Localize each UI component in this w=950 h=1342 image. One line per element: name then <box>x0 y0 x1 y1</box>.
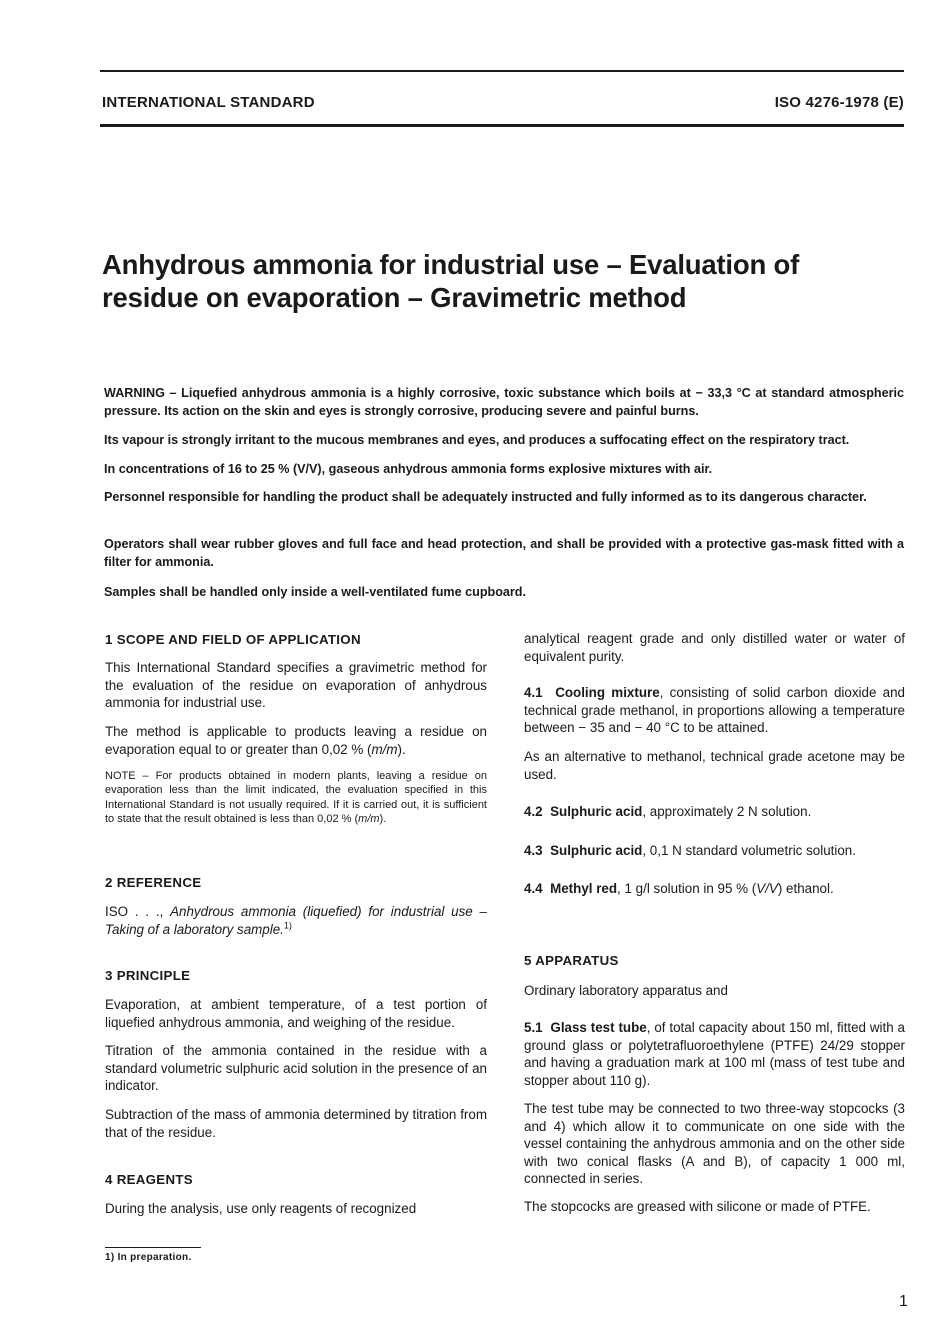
section-4-paragraph-1-continued: analytical reagent grade and only distilled water or water of equivalent purity. <box>524 631 905 664</box>
header-top-rule <box>100 70 904 72</box>
section-2-reference: ISO . . ., Anhydrous ammonia (liquefied) for industrial use – Taking of a laboratory sample.$^{1)}$ <box>105 904 487 937</box>
section-5-heading: 5 APPARATUS <box>524 953 619 968</box>
section-5-paragraph-1: Ordinary laboratory apparatus and <box>524 983 728 998</box>
item-4-4: 4.4 Methyl red, 1 g/l solution in 95 % (V/V) ethanol. <box>524 881 834 896</box>
page-number: 1 <box>899 1293 908 1310</box>
footnote-rule <box>105 1247 201 1248</box>
document-title <box>102 248 882 314</box>
header-bottom-rule <box>100 124 904 127</box>
warning-paragraph-6: Samples shall be handled only inside a well-ventilated fume cupboard. <box>104 585 526 599</box>
section-4-paragraph-1: During the analysis, use only reagents of recognized <box>105 1201 417 1216</box>
item-5-1: 5.1 Glass test tube, of total capacity about 150 ml, fitted with a ground glass or polytetrafluoroethylene (PTFE) 24/29 stopper and having a graduation mark at 100 ml (mass of test tube and stopper about 110 g). <box>524 1020 906 1088</box>
item-4-3: 4.3 Sulphuric acid, 0,1 N standard volumetric solution. <box>524 843 856 858</box>
title-line-1: Anhydrous ammonia for industrial use – Evaluation of <box>102 249 800 280</box>
section-3-paragraph-3: Subtraction of the mass of ammonia determined by titration from that of the residue. <box>105 1107 487 1140</box>
section-5-paragraph-3: The stopcocks are greased with silicone or made of PTFE. <box>524 1199 871 1214</box>
warning-paragraph-2: Its vapour is strongly irritant to the mucous membranes and eyes, and produces a suffocating effect on the respiratory tract. <box>104 433 850 447</box>
item-4-1-alternative: As an alternative to methanol, technical grade acetone may be used. <box>524 749 905 782</box>
section-1-heading: 1 SCOPE AND FIELD OF APPLICATION <box>105 632 361 647</box>
footnote-marker: 1) <box>283 920 292 931</box>
warning-paragraph-1: WARNING – Liquefied anhydrous ammonia is a highly corrosive, toxic substance which boils at − 33,3 °C at standard atmospheric pressure. Its action on the skin and eyes is strongly corrosive, producing severe and painful burns. <box>104 386 904 418</box>
header-doc-type: INTERNATIONAL STANDARD <box>102 94 315 111</box>
section-3-paragraph-2: Titration of the ammonia contained in the residue with a standard volumetric sulphuric acid solution in the presence of an indicator. <box>105 1043 487 1093</box>
warning-paragraph-4: Personnel responsible for handling the product shall be adequately instructed and fully informed as to its dangerous character. <box>104 490 867 504</box>
section-4-heading: 4 REAGENTS <box>105 1172 193 1187</box>
section-3-paragraph-1: Evaporation, at ambient temperature, of a test portion of liquefied anhydrous ammonia, and weighing of the residue. <box>105 997 487 1030</box>
section-3-heading: 3 PRINCIPLE <box>105 968 191 983</box>
section-1-paragraph-1: This International Standard specifies a gravimetric method for the evaluation of the residue on evaporation of anhydrous ammonia for industrial use. <box>105 660 487 710</box>
header-standard-number: ISO 4276-1978 (E) <box>774 94 904 111</box>
warning-paragraph-5: Operators shall wear rubber gloves and full face and head protection, and shall be provided with a protective gas-mask fitted with a filter for ammonia. <box>104 537 904 569</box>
footnote: 1) In preparation. <box>105 1252 192 1263</box>
warning-paragraph-3: In concentrations of 16 to 25 % (V/V), gaseous anhydrous ammonia forms explosive mixtures with air. <box>104 462 713 476</box>
title-line-2: residue on evaporation – Gravimetric method <box>102 282 687 313</box>
item-4-2: 4.2 Sulphuric acid, approximately 2 N solution. <box>524 804 812 819</box>
section-1-paragraph-2: The method is applicable to products leaving a residue on evaporation equal to or greater than 0,02 % (m/m). <box>105 724 487 757</box>
section-5-paragraph-2: The test tube may be connected to two three-way stopcocks (3 and 4) which allow it to communicate on one side with the vessel containing the anhydrous ammonia and on the other side with two conical flasks (A and B), of capacity 1 000 ml, connected in series. <box>524 1101 905 1186</box>
section-2-heading: 2 REFERENCE <box>105 875 202 890</box>
section-1-note: NOTE – For products obtained in modern plants, leaving a residue on evaporation less than the limit indicated, the evaluation specified in this International Standard is not usually required. If it is carried out, it is sufficient to state that the result obtained is less than 0,02 % (m/m). <box>105 770 487 825</box>
item-4-1: 4.1 Cooling mixture, consisting of solid carbon dioxide and technical grade methanol, in proportions allowing a temperature between − 35 and − 40 °C to be attained. <box>524 685 906 735</box>
